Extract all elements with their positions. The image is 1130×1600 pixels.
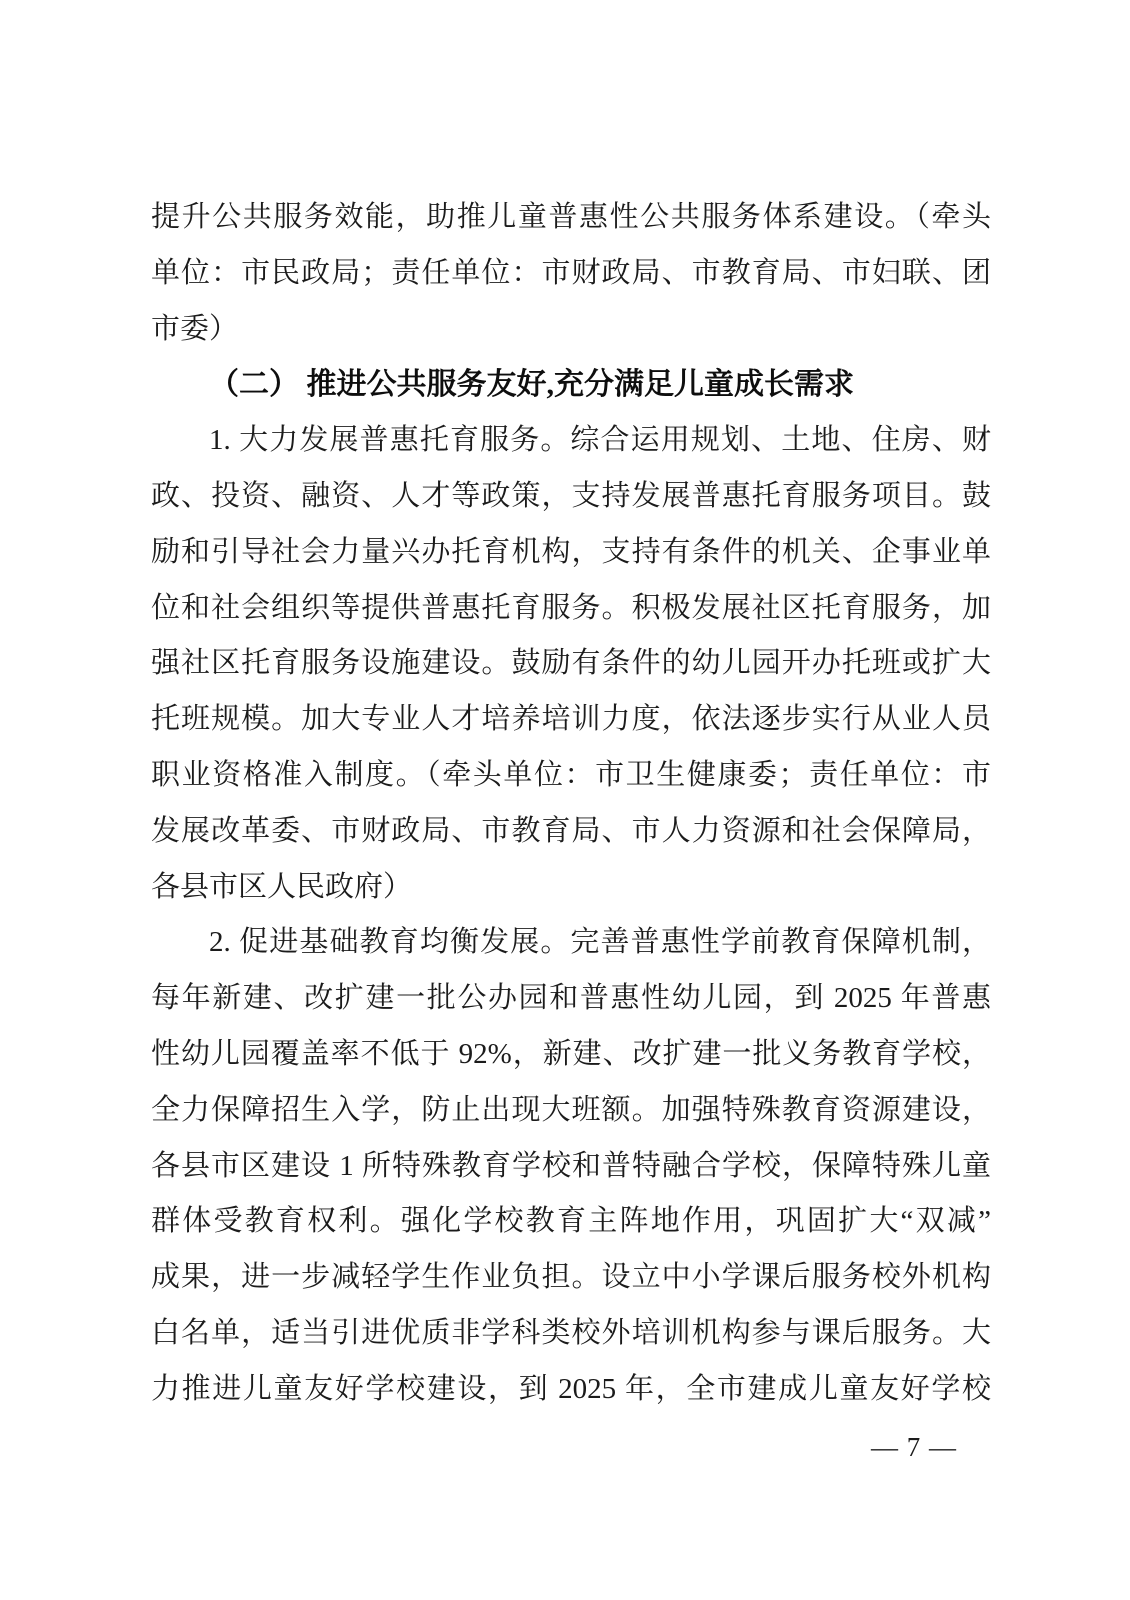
body-line: 各县市区人民政府） [151,870,413,903]
body-line: 全力保障招生入学，防止出现大班额。加强特殊教育资源建设， [151,1093,991,1126]
body-line: 强社区托育服务设施建设。鼓励有条件的幼儿园开办托班或扩大 [151,647,991,680]
body-line: 性幼儿园覆盖率不低于 92%，新建、改扩建一批义务教育学校， [151,1037,991,1070]
body-line: 每年新建、改扩建一批公办园和普惠性幼儿园，到 2025 年普惠 [151,982,991,1015]
body-line: 力推进儿童友好学校建设，到 2025 年，全市建成儿童友好学校 [151,1372,991,1405]
body-line: 提升公共服务效能，助推儿童普惠性公共服务体系建设。（牵头 [151,201,991,233]
document-body [151,190,991,1418]
body-line: 白名单，适当引进优质非学科类校外培训机构参与课后服务。大 [151,1316,991,1349]
body-line: 位和社会组织等提供普惠托育服务。积极发展社区托育服务，加 [151,591,991,624]
body-line: 政、投资、融资、人才等政策，支持发展普惠托育服务项目。鼓 [151,479,991,512]
body-line: 市委） [151,312,239,345]
section-heading: （二） 推进公共服务友好,充分满足儿童成长需求 [209,368,854,402]
body-line: 1. 大力发展普惠托育服务。综合运用规划、土地、住房、财 [209,424,991,457]
body-line: 励和引导社会力量兴办托育机构，支持有条件的机关、企事业单 [151,535,991,568]
body-line: 2. 促进基础教育均衡发展。完善普惠性学前教育保障机制， [209,926,991,959]
body-line: 成果，进一步减轻学生作业负担。设立中小学课后服务校外机构 [151,1261,991,1294]
body-line: 各县市区建设 1 所特殊教育学校和普特融合学校，保障特殊儿童 [151,1149,991,1182]
body-line: 职业资格准入制度。（牵头单位：市卫生健康委；责任单位：市 [151,758,991,791]
body-line: 发展改革委、市财政局、市教育局、市人力资源和社会保障局， [151,814,991,847]
body-line: 托班规模。加大专业人才培养培训力度，依法逐步实行从业人员 [151,703,991,736]
body-line: 单位：市民政局；责任单位：市财政局、市教育局、市妇联、团 [151,256,991,289]
page-number: — 7 — [871,1432,957,1462]
body-line: 群体受教育权利。强化学校教育主阵地作用，巩固扩大“双减” [151,1205,991,1238]
